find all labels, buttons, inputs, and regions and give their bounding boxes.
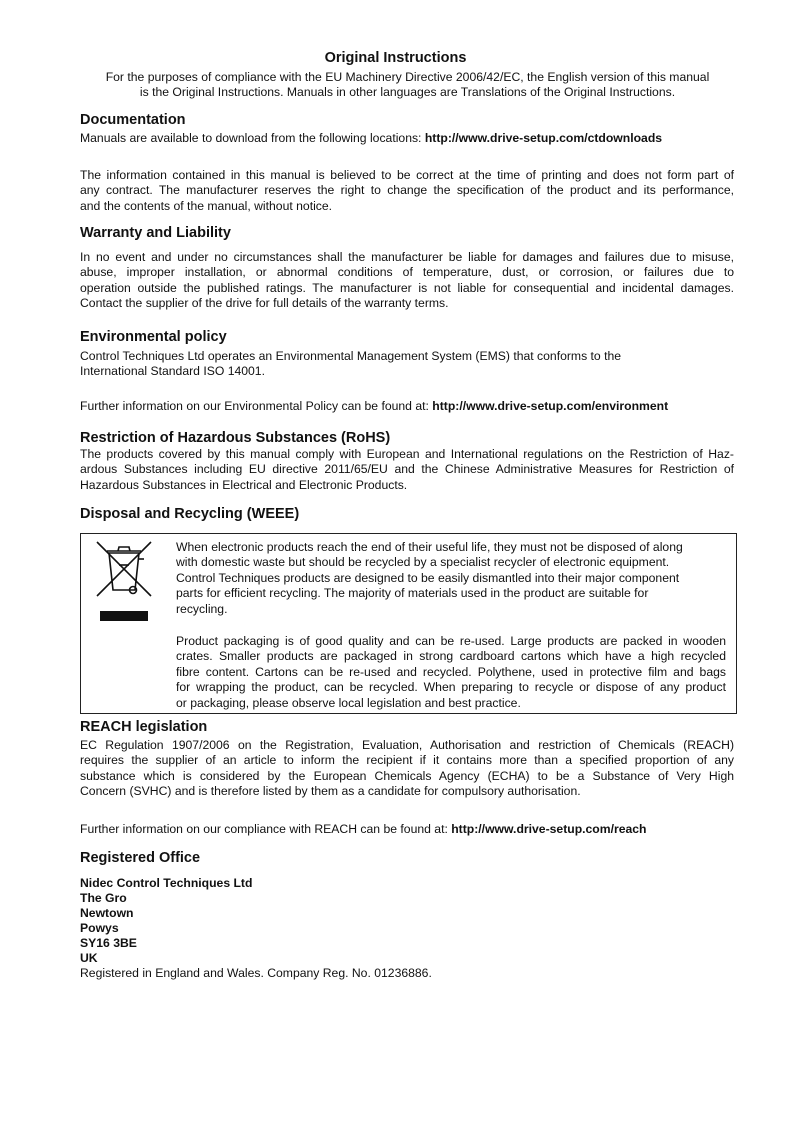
text-line: or packaging, please observe local legislation and best practice. bbox=[176, 695, 521, 710]
weee-box bbox=[80, 533, 737, 714]
documentation-text bbox=[80, 131, 734, 146]
registered-office-heading: Registered Office bbox=[80, 850, 201, 866]
text-line: recycling. bbox=[176, 601, 228, 616]
text-line: Control Techniques Ltd operates an Environmental Management System (EMS) that conforms to the bbox=[80, 349, 622, 363]
text-line: is the Original Instructions. Manuals in other languages are Translations of the Original Instructions. bbox=[139, 85, 676, 100]
documentation-heading: Documentation bbox=[80, 112, 186, 128]
text-line: Newtown bbox=[80, 906, 134, 920]
environmental-heading: Environmental policy bbox=[80, 329, 227, 345]
environmental-link[interactable]: http://www.drive-setup.com/environment bbox=[432, 399, 669, 413]
documentation-link[interactable]: http://www.drive-setup.com/ctdownloads bbox=[424, 131, 663, 145]
text-line: substance which is considered by the European Chemicals Agency (ECHA) to be a Substance of Very High bbox=[80, 768, 734, 783]
text-line: The products covered by this manual comply with European and International regulations on the Restriction of Haz- bbox=[80, 447, 734, 461]
text-line: When electronic products reach the end of their useful life, they must not be disposed of along bbox=[176, 540, 683, 554]
text-line: requires the supplier of an article to inform the recipient if it contains more than a specified proportion of any bbox=[80, 753, 734, 768]
text-line: For the purposes of compliance with the EU Machinery Directive 2006/42/EC, the English version of this manual bbox=[105, 70, 710, 84]
text-line: The Gro bbox=[80, 891, 127, 905]
text-line: SY16 3BE bbox=[80, 936, 137, 950]
reach-further bbox=[80, 822, 734, 837]
text-line: Hazardous Substances in Electrical and Electronic Products. bbox=[80, 477, 408, 492]
text-line: Control Techniques products are designed to be easily dismantled into their major component bbox=[176, 570, 680, 585]
environmental-paragraph bbox=[80, 349, 734, 380]
text-line: UK bbox=[80, 951, 98, 965]
weee-paragraph-1 bbox=[176, 540, 726, 617]
reach-heading: REACH legislation bbox=[80, 719, 208, 735]
text-line: for wrapping the product, can be recycled. When preparing to recycle or dispose of any product bbox=[176, 680, 726, 695]
text-line: with domestic waste but should be recycled by a specialist recycler of electronic equipment. bbox=[176, 555, 670, 570]
warranty-paragraph bbox=[80, 250, 734, 312]
weee-paragraph-2 bbox=[176, 634, 726, 711]
original-instructions-text bbox=[0, 70, 791, 101]
weee-heading: Disposal and Recycling (WEEE) bbox=[80, 506, 300, 522]
text-line: EC Regulation 1907/2006 on the Registration, Evaluation, Authorisation and restriction of Chemicals (REACH) bbox=[80, 738, 734, 752]
crossed-out-wheelie-bin-icon bbox=[94, 539, 154, 623]
documentation-label: Manuals are available to download from the following locations: bbox=[80, 131, 425, 145]
text-line: Nidec Control Techniques Ltd bbox=[80, 876, 253, 890]
text-line: crates. Smaller products are packaged in strong cardboard cartons which have a high recycled bbox=[176, 649, 726, 664]
text-line: operation outside the published ratings. The manufacturer is not liable for consequential and incidental damages. bbox=[80, 280, 734, 295]
text-line: In no event and under no circumstances shall the manufacturer be liable for damages and failures due to misuse, bbox=[80, 250, 734, 264]
text-line: and the contents of the manual, without notice. bbox=[80, 198, 333, 213]
warranty-heading: Warranty and Liability bbox=[80, 225, 231, 241]
company-registration: Registered in England and Wales. Company Reg. No. 01236886. bbox=[80, 966, 432, 980]
rohs-heading: Restriction of Hazardous Substances (RoHS) bbox=[80, 430, 391, 446]
text-line: Product packaging is of good quality and can be re-used. Large products are packed in wooden bbox=[176, 634, 726, 648]
environmental-further bbox=[80, 399, 734, 414]
reach-paragraph bbox=[80, 738, 734, 800]
text-line: Contact the supplier of the drive for full details of the warranty terms. bbox=[80, 296, 449, 311]
text-line: ardous Substances including EU directive 2011/65/EU and the Chinese Administrative Measures for Restriction of bbox=[80, 462, 734, 477]
text-line: International Standard ISO 14001. bbox=[80, 364, 265, 379]
text-line: Powys bbox=[80, 921, 119, 935]
text-line: abuse, improper installation, or abnormal conditions of temperature, dust, or corrosion, or failures due to bbox=[80, 265, 734, 280]
text-line: The information contained in this manual is believed to be correct at the time of printing and does not form part of bbox=[80, 168, 734, 182]
environmental-further-label: Further information on our Environmental Policy can be found at: bbox=[80, 399, 433, 413]
reach-further-label: Further information on our compliance with REACH can be found at: bbox=[80, 822, 452, 836]
text-line: fibre content. Cartons can be re-used and recycled. Polythene, used in protective film and bags bbox=[176, 664, 726, 679]
text-line: any contract. The manufacturer reserves the right to change the specification of the product and its performance, bbox=[80, 183, 734, 198]
reach-link[interactable]: http://www.drive-setup.com/reach bbox=[451, 822, 647, 836]
information-paragraph bbox=[80, 168, 734, 214]
original-instructions-heading: Original Instructions bbox=[324, 50, 467, 66]
rohs-paragraph bbox=[80, 447, 734, 493]
text-line: Concern (SVHC) and is therefore listed by them as a candidate for compulsory authorisation. bbox=[80, 784, 581, 799]
text-line: parts for efficient recycling. The majority of materials used in the product are suitable for bbox=[176, 586, 649, 601]
registered-office-address bbox=[80, 876, 734, 966]
